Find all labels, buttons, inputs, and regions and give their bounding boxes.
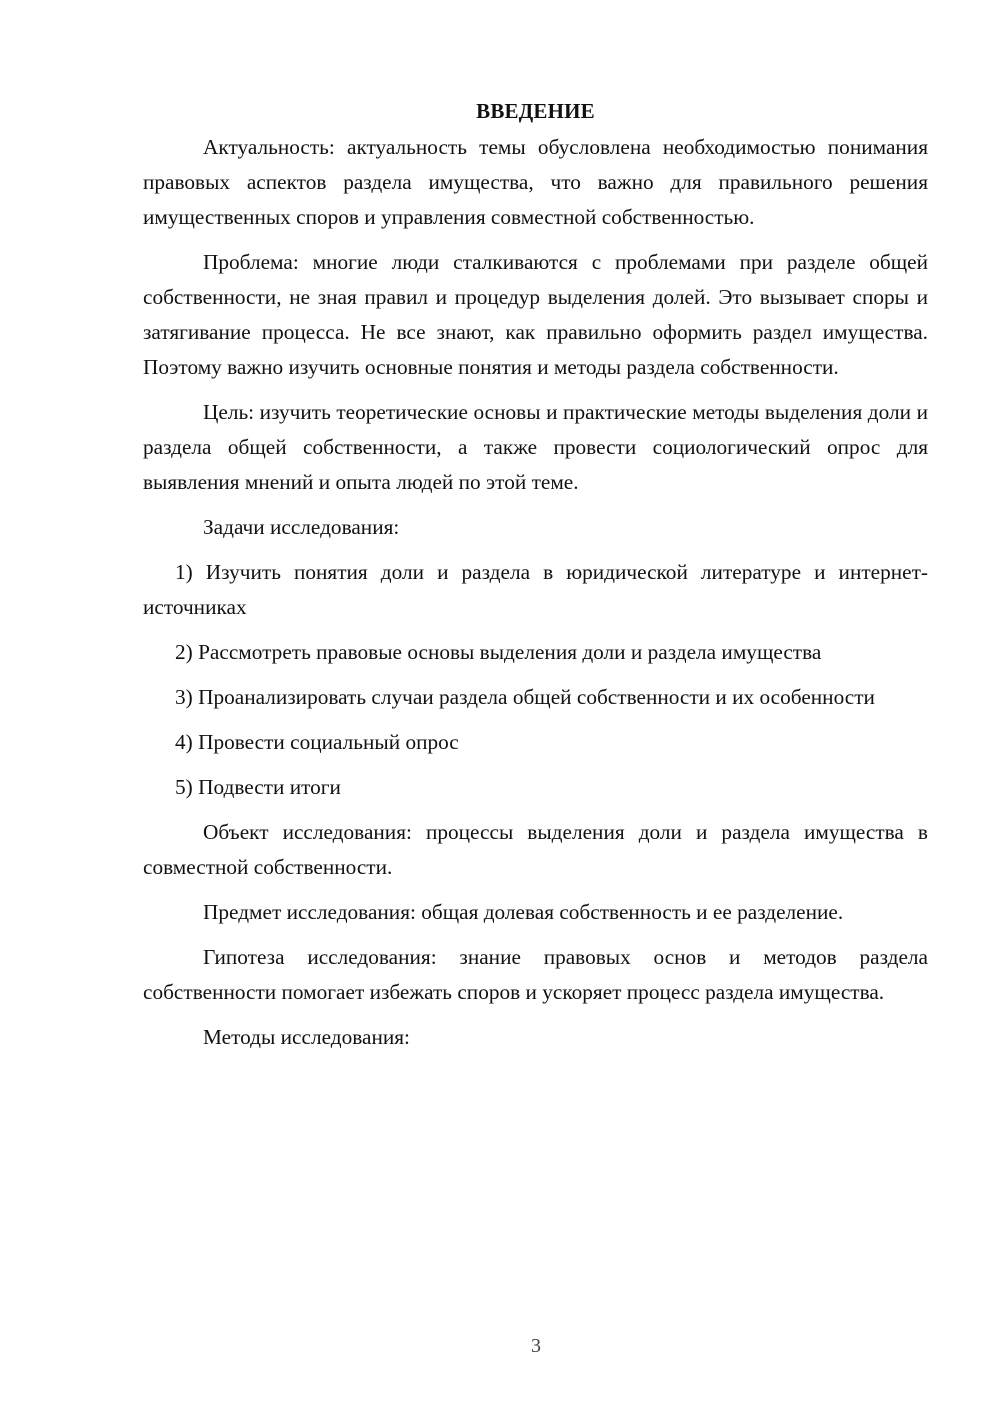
- page-number: 3: [531, 1335, 541, 1357]
- paragraph-subject: Предмет исследования: общая долевая собственность и ее разделение.: [203, 900, 844, 924]
- task-item-3: 3) Проанализировать случаи раздела общей собственности и их особенности: [175, 685, 875, 709]
- paragraph-object: Объект исследования: процессы выделения доли и раздела имущества в совместной собственности.: [143, 820, 928, 879]
- page-content: [143, 96, 928, 1065]
- paragraph-problem: Проблема: многие люди сталкиваются с проблемами при разделе общей собственности, не зная правил и процедур выделения долей. Это вызывает споры и затягивание процесса. Не все знают, как правильно оформить раздел имущества. Поэтому важно изучить основные понятия и методы раздела собственности.: [143, 250, 928, 379]
- paragraph-methods-title: Методы исследования:: [203, 1025, 410, 1049]
- paragraph-tasks-title: Задачи исследования:: [203, 515, 400, 539]
- task-item-4: 4) Провести социальный опрос: [175, 730, 459, 754]
- paragraph-relevance: Актуальность: актуальность темы обусловлена необходимостью понимания правовых аспектов раздела имущества, что важно для правильного решения имущественных споров и управления совместной собственностью.: [143, 135, 928, 229]
- task-item-1: 1) Изучить понятия доли и раздела в юридической литературе и интернет-источниках: [143, 560, 928, 619]
- section-heading: ВВЕДЕНИЕ: [476, 99, 595, 123]
- paragraph-hypothesis: Гипотеза исследования: знание правовых основ и методов раздела собственности помогает избежать споров и ускоряет процесс раздела имущества.: [143, 945, 928, 1004]
- paragraph-goal: Цель: изучить теоретические основы и практические методы выделения доли и раздела общей собственности, а также провести социологический опрос для выявления мнений и опыта людей по этой теме.: [143, 400, 928, 494]
- task-item-5: 5) Подвести итоги: [175, 775, 341, 799]
- task-item-2: 2) Рассмотреть правовые основы выделения доли и раздела имущества: [175, 640, 822, 664]
